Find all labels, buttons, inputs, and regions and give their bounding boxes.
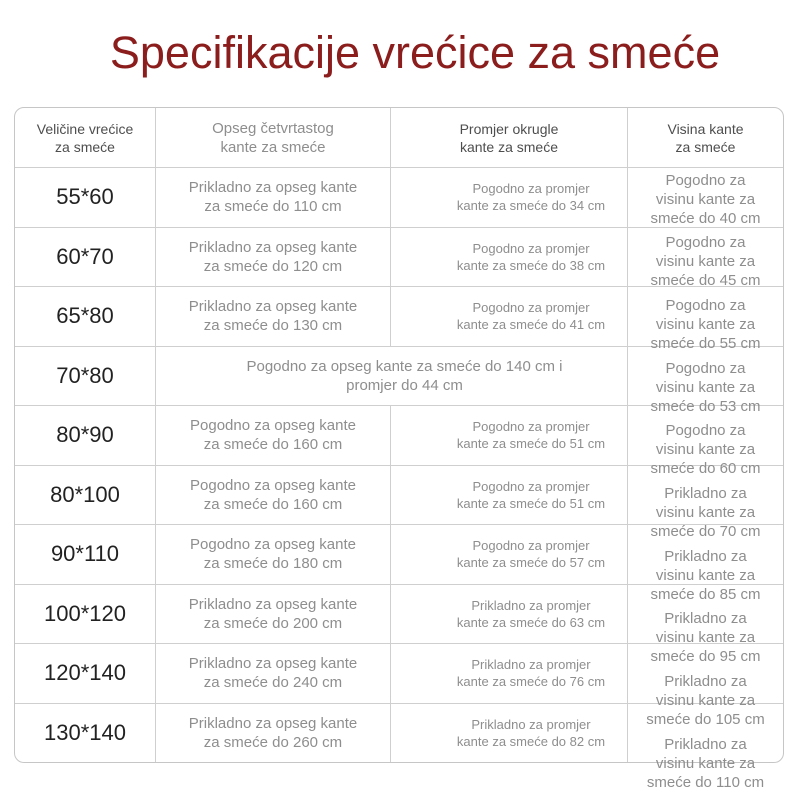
spec-table bbox=[14, 107, 784, 791]
bag-size-cell-text: 60*70 bbox=[56, 243, 114, 269]
bin-height-cell bbox=[627, 347, 783, 415]
round-diameter-cell-text: Prikladno za promjer kante za smeće do 76 cm bbox=[456, 657, 606, 690]
bin-height-cell bbox=[627, 644, 783, 728]
round-diameter-cell bbox=[390, 228, 627, 287]
bin-height-cell bbox=[627, 228, 783, 290]
bin-height-cell-text: Pogodno za visinu kante za smeće do 53 cm bbox=[650, 359, 761, 415]
bin-height-cell bbox=[627, 466, 783, 541]
header-row bbox=[15, 108, 783, 168]
bag-size-cell-text: 70*80 bbox=[56, 362, 114, 388]
bin-height-cell-text: Prikladno za visinu kante za smeće do 110 cm bbox=[646, 735, 765, 791]
round-diameter-cell-text: Prikladno za promjer kante za smeće do 82 cm bbox=[456, 716, 606, 749]
bag-size-cell bbox=[15, 644, 155, 703]
table-row bbox=[15, 585, 783, 666]
bin-height-cell-text: Prikladno za visinu kante za smeće do 70 cm bbox=[650, 485, 761, 541]
bag-size-cell-text: 100*120 bbox=[44, 600, 126, 626]
square-circumference-cell-text: Prikladno za opseg kante za smeće do 240 cm bbox=[188, 655, 358, 692]
round-diameter-cell-text: Pogodno za promjer kante za smeće do 34 cm bbox=[456, 181, 606, 214]
table-row bbox=[15, 168, 783, 228]
table-row bbox=[15, 644, 783, 728]
bag-size-cell bbox=[15, 704, 155, 763]
round-diameter-cell-text: Prikladno za promjer kante za smeće do 63 cm bbox=[456, 597, 606, 630]
square-circumference-cell-text: Prikladno za opseg kante za smeće do 200 cm bbox=[188, 595, 358, 632]
table-row bbox=[15, 525, 783, 603]
header-square-circumference-label: Opseg četvrtastog kante za smeće bbox=[212, 119, 334, 156]
bin-height-cell bbox=[627, 585, 783, 666]
square-circumference-cell bbox=[155, 704, 390, 763]
bin-height-cell-text: Prikladno za visinu kante za smeće do 105 cm bbox=[646, 672, 765, 728]
round-diameter-cell bbox=[390, 168, 627, 227]
bag-size-cell bbox=[15, 168, 155, 227]
square-circumference-cell bbox=[155, 585, 390, 644]
header-square-circumference bbox=[155, 108, 390, 167]
bin-height-cell-text: Pogodno za visinu kante za smeće do 55 cm bbox=[650, 297, 761, 353]
square-circumference-cell bbox=[155, 525, 390, 584]
table-row bbox=[15, 406, 783, 478]
bag-size-cell-text: 65*80 bbox=[56, 303, 114, 329]
bag-size-cell-text: 90*110 bbox=[50, 541, 120, 567]
table-body bbox=[15, 168, 783, 791]
square-circumference-cell bbox=[155, 644, 390, 703]
bin-height-cell-text: Prikladno za visinu kante za smeće do 85 cm bbox=[650, 547, 761, 603]
round-diameter-cell bbox=[390, 406, 627, 465]
round-diameter-cell-text: Pogodno za promjer kante za smeće do 41 cm bbox=[456, 300, 606, 333]
bag-size-cell bbox=[15, 228, 155, 287]
square-circumference-cell-text: Pogodno za opseg kante za smeće do 160 cm bbox=[190, 476, 356, 513]
round-diameter-cell-text: Pogodno za promjer kante za smeće do 51 cm bbox=[456, 419, 606, 452]
square-circumference-cell-text: Prikladno za opseg kante za smeće do 260 cm bbox=[188, 714, 358, 751]
header-bin-height bbox=[627, 108, 783, 167]
bin-height-cell-text: Prikladno za visinu kante za smeće do 95 cm bbox=[650, 610, 761, 666]
round-diameter-cell bbox=[390, 644, 627, 703]
bin-height-cell-text: Pogodno za visinu kante za smeće do 40 cm bbox=[650, 171, 761, 227]
round-diameter-cell bbox=[390, 585, 627, 644]
header-bin-height-label: Visina kante za smeće bbox=[667, 120, 744, 155]
table-row bbox=[15, 466, 783, 541]
bin-height-cell bbox=[627, 168, 783, 227]
square-circumference-cell-text: Prikladno za opseg kante za smeće do 110 cm bbox=[188, 179, 358, 216]
bag-size-cell-text: 80*100 bbox=[50, 481, 120, 507]
table-row bbox=[15, 228, 783, 288]
bin-height-cell-text: Pogodno za visinu kante za smeće do 60 cm bbox=[650, 422, 761, 478]
bag-size-cell bbox=[15, 406, 155, 465]
bag-size-cell bbox=[15, 525, 155, 584]
bin-height-cell bbox=[627, 525, 783, 603]
bag-size-cell-text: 120*140 bbox=[44, 660, 126, 686]
square-circumference-cell bbox=[155, 228, 390, 287]
bag-size-cell bbox=[15, 466, 155, 525]
bin-height-cell bbox=[627, 287, 783, 353]
bin-height-cell bbox=[627, 704, 783, 791]
combined-spec-cell bbox=[155, 347, 627, 406]
table-row bbox=[15, 347, 783, 415]
square-circumference-cell bbox=[155, 287, 390, 346]
round-diameter-cell bbox=[390, 287, 627, 346]
square-circumference-cell bbox=[155, 406, 390, 465]
bag-size-cell-text: 55*60 bbox=[56, 184, 114, 210]
round-diameter-cell-text: Pogodno za promjer kante za smeće do 57 cm bbox=[456, 538, 606, 571]
square-circumference-cell bbox=[155, 466, 390, 525]
table-row bbox=[15, 704, 783, 791]
bag-size-cell-text: 80*90 bbox=[56, 422, 114, 448]
combined-spec-cell-text: Pogodno za opseg kante za smeće do 140 cm i promjer do 44 cm bbox=[246, 357, 563, 394]
round-diameter-cell bbox=[390, 466, 627, 525]
bag-size-cell bbox=[15, 347, 155, 406]
bin-height-cell bbox=[627, 406, 783, 478]
square-circumference-cell-text: Pogodno za opseg kante za smeće do 180 cm bbox=[190, 536, 356, 573]
header-round-diameter-label: Promjer okrugle kante za smeće bbox=[459, 120, 559, 155]
round-diameter-cell-text: Pogodno za promjer kante za smeće do 51 cm bbox=[456, 478, 606, 511]
square-circumference-cell-text: Prikladno za opseg kante za smeće do 130 cm bbox=[188, 298, 358, 335]
square-circumference-cell-text: Pogodno za opseg kante za smeće do 160 cm bbox=[190, 417, 356, 454]
bag-size-cell bbox=[15, 287, 155, 346]
round-diameter-cell-text: Pogodno za promjer kante za smeće do 38 cm bbox=[456, 240, 606, 273]
table-row bbox=[15, 287, 783, 353]
header-round-diameter bbox=[390, 108, 627, 167]
page-title: Specifikacije vrećice za smeće bbox=[109, 27, 721, 78]
square-circumference-cell-text: Prikladno za opseg kante za smeće do 120 cm bbox=[188, 238, 358, 275]
header-bag-size-label: Veličine vrećice za smeće bbox=[36, 120, 134, 155]
header-bag-size bbox=[15, 108, 155, 167]
square-circumference-cell bbox=[155, 168, 390, 227]
bin-height-cell-text: Pogodno za visinu kante za smeće do 45 cm bbox=[650, 234, 761, 290]
bag-size-cell-text: 130*140 bbox=[44, 719, 126, 745]
round-diameter-cell bbox=[390, 525, 627, 584]
round-diameter-cell bbox=[390, 704, 627, 763]
bag-size-cell bbox=[15, 585, 155, 644]
